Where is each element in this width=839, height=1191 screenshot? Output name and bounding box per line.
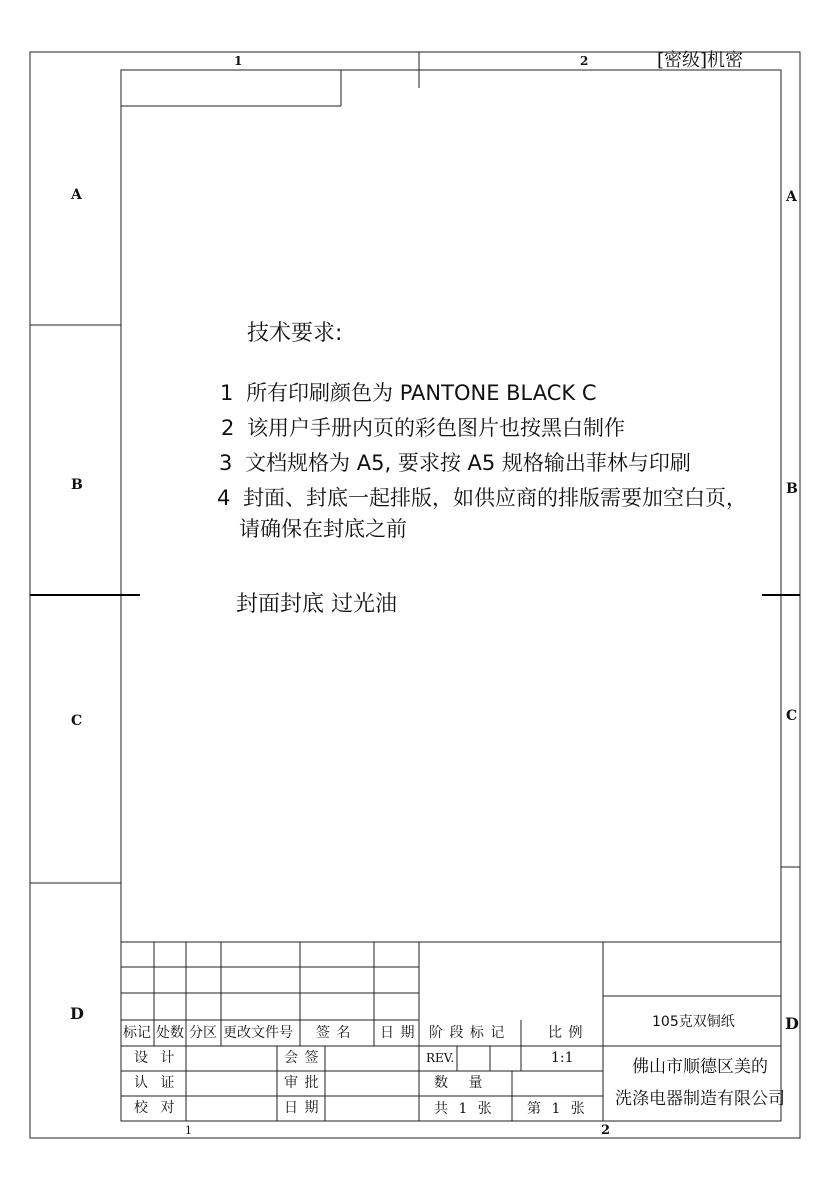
header-zone: 分区: [189, 1025, 217, 1041]
requirement-number: 1: [220, 381, 234, 405]
verify-label: 认 证: [134, 1075, 179, 1091]
requirement-text: 文档规格为 A5, 要求按 A5 规格输出菲林与印刷: [245, 451, 691, 475]
sheet-number: 第 1 张: [527, 1101, 588, 1117]
row-letter-right-d: D: [785, 1014, 799, 1033]
finish-note: 封面封底 过光油: [236, 592, 397, 617]
requirement-number: 3: [219, 451, 233, 475]
company-line-1: 佛山市顺德区美的: [632, 1057, 768, 1077]
row-letter-right-b: B: [786, 481, 798, 497]
requirement-number: 2: [221, 416, 235, 440]
check-label: 校 对: [134, 1100, 179, 1116]
row-letter-left-a: A: [71, 187, 82, 203]
scale-label: 比 例: [548, 1025, 584, 1041]
header-date: 日 期: [380, 1025, 416, 1041]
requirement-item-3: [219, 453, 691, 474]
design-label: 设 计: [134, 1050, 179, 1066]
material-label: 105克双铜纸: [652, 1014, 735, 1030]
requirement-number: 4: [217, 486, 231, 510]
header-mark: 标记: [123, 1025, 151, 1041]
requirement-text: 所有印刷颜色为 PANTONE BLACK C: [246, 381, 597, 405]
column-number-top-1: 1: [234, 54, 243, 68]
requirement-item-4-continuation: 请确保在封底之前: [239, 517, 407, 541]
requirement-text: 该用户手册内页的彩色图片也按黑白制作: [247, 416, 626, 440]
row-letter-right-a: A: [786, 189, 797, 205]
header-signature: 签 名: [316, 1025, 352, 1041]
quantity-label: 数 量: [434, 1075, 491, 1091]
row-letter-left-d: D: [70, 1004, 84, 1023]
column-number-bottom-1: 1: [185, 1124, 192, 1137]
inner-frame: [121, 70, 781, 1121]
classification-label: [密级]机密: [657, 50, 744, 71]
column-number-top-2: 2: [580, 54, 589, 68]
requirement-text: 封面、封底一起排版，如供应商的排版需要加空白页，: [243, 486, 748, 510]
approve-label: 审 批: [284, 1075, 320, 1091]
requirements-heading: 技术要求:: [247, 321, 343, 346]
countersign-label: 会 签: [284, 1050, 320, 1066]
requirement-item-1: [220, 383, 597, 404]
header-count: 处数: [156, 1025, 184, 1041]
scale-value: 1:1: [551, 1050, 574, 1066]
row-letter-left-b: B: [71, 477, 83, 493]
date-label: 日 期: [284, 1100, 320, 1116]
row-letter-left-c: C: [71, 713, 83, 729]
requirement-item-4: [217, 488, 747, 509]
outer-frame: [30, 52, 800, 1138]
total-sheets: 共 1 张: [434, 1101, 495, 1117]
company-line-2: 洗涤电器制造有限公司: [615, 1089, 785, 1109]
header-change-doc: 更改文件号: [223, 1025, 293, 1041]
column-number-bottom-2: 2: [601, 1123, 611, 1138]
stage-mark-label: 阶 段 标 记: [429, 1025, 506, 1041]
rev-label: REV.: [426, 1051, 455, 1065]
requirement-item-2: [221, 418, 625, 439]
row-letter-right-c: C: [786, 708, 798, 724]
